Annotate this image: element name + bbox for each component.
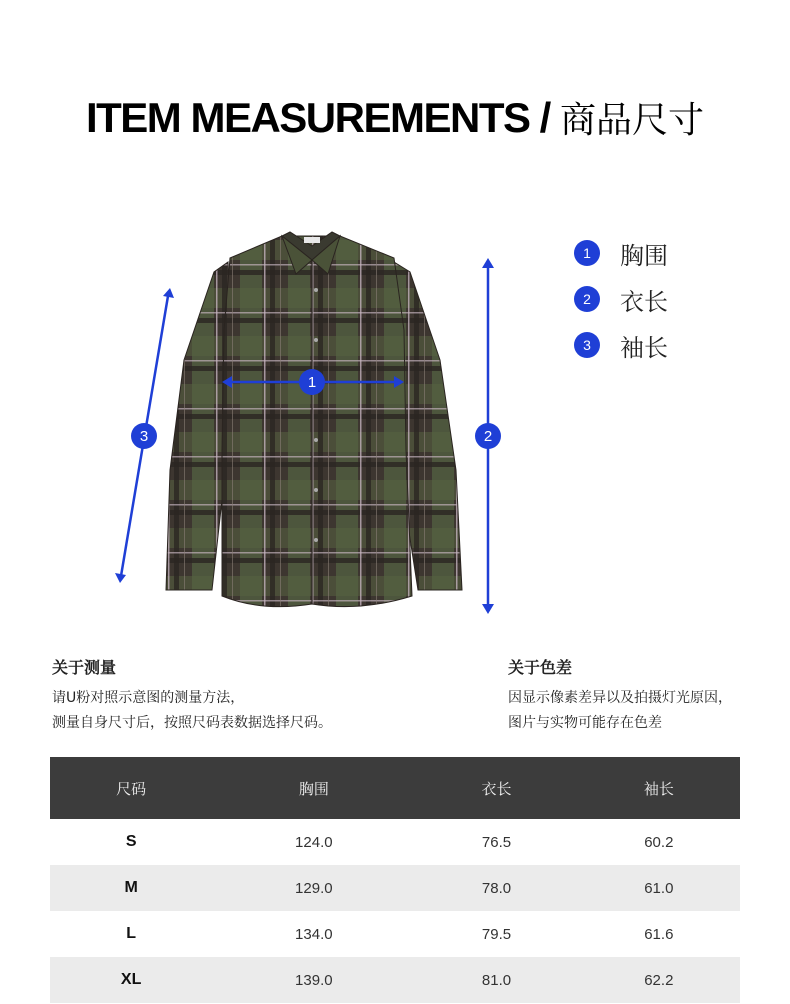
length-cell: 81.0: [415, 957, 577, 1003]
sleeve-cell: 61.6: [644, 925, 674, 943]
header-sleeve: 袖长: [578, 757, 740, 819]
page-title: [0, 92, 790, 143]
table-row: [50, 911, 740, 957]
sleeve-cell: 61.0: [578, 865, 740, 911]
header-chest: 胸围: [212, 757, 415, 819]
color-note: [508, 658, 732, 736]
color-note-line-2: 图片与实物可能存在色差: [508, 715, 662, 731]
legend-item-chest: [574, 230, 668, 276]
shirt-measurement-diagram: [100, 225, 520, 625]
marker-chest-label: 1: [307, 374, 317, 391]
table-row: [50, 957, 740, 1003]
legend-badge-2: 2: [574, 286, 600, 312]
chest-cell: 124.0: [295, 833, 333, 851]
chest-cell: 129.0: [212, 865, 415, 911]
sleeve-cell: 60.2: [644, 833, 674, 851]
measurement-note-line-1: 请U粉对照示意图的测量方法，: [52, 690, 245, 706]
measurement-legend: [574, 230, 668, 368]
header-length: 衣长: [415, 757, 577, 819]
length-cell: 78.0: [415, 865, 577, 911]
size-cell: L: [126, 925, 137, 942]
measurement-note: [52, 658, 332, 736]
marker-sleeve-label: 3: [139, 428, 149, 445]
measurement-note-line-2: 测量自身尺寸后，按照尺码表数据选择尺码。: [52, 715, 332, 731]
marker-sleeve: [131, 423, 157, 449]
length-cell: 76.5: [481, 833, 512, 851]
marker-length: [475, 423, 501, 449]
size-cell: S: [125, 833, 137, 850]
size-table: [50, 757, 740, 1003]
marker-length-label: 2: [483, 428, 493, 445]
color-note-title: 关于色差: [508, 658, 573, 677]
legend-label-length: 衣长: [620, 287, 668, 316]
size-table-header: [50, 757, 740, 819]
chest-cell: 134.0: [295, 925, 333, 943]
legend-badge-3: 3: [574, 332, 600, 358]
color-note-line-1: 因显示像素差异以及拍摄灯光原因，: [508, 690, 732, 706]
legend-label-chest: 胸围: [620, 241, 668, 270]
sleeve-cell: 62.2: [578, 957, 740, 1003]
marker-chest: [299, 369, 325, 395]
length-cell: 79.5: [481, 925, 512, 943]
size-cell: M: [50, 865, 212, 911]
title-zh: 商品尺寸: [560, 100, 705, 141]
chest-cell: 139.0: [212, 957, 415, 1003]
size-cell: XL: [50, 957, 212, 1003]
measurement-note-title: 关于测量: [52, 658, 117, 677]
title-en: ITEM MEASUREMENTS /: [85, 94, 550, 141]
table-row: [50, 819, 740, 865]
legend-badge-1: 1: [574, 240, 600, 266]
header-size: 尺码: [50, 757, 212, 819]
table-row: [50, 865, 740, 911]
legend-item-length: [574, 276, 668, 322]
legend-item-sleeve: [574, 322, 668, 368]
shirt-illustration: [166, 232, 462, 607]
legend-label-sleeve: 袖长: [620, 333, 668, 362]
